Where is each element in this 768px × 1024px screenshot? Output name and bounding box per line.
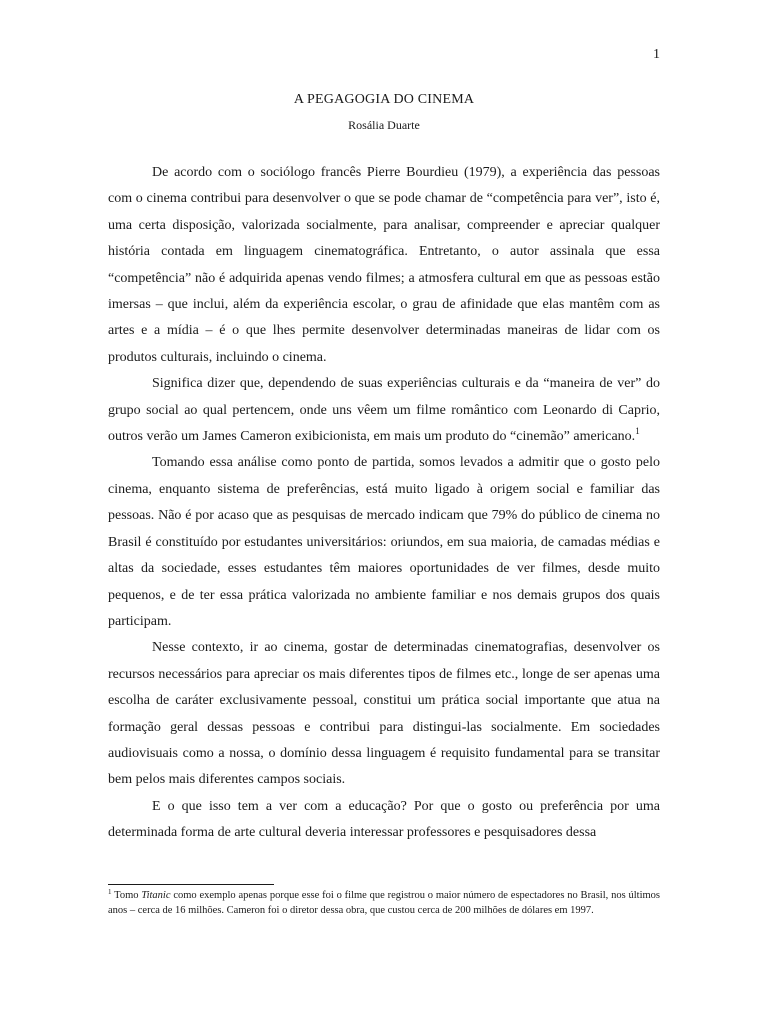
document-title: A PEGAGOGIA DO CINEMA <box>293 92 475 107</box>
paragraph-1-text: De acordo com o sociólogo francês Pierre Bourdieu (1979), a experiência das pessoas com o cinema contribui para desenvolver o que se pode chamar de “competência para ver”, isto é, uma certa disposição, valorizada socialmente, para analisar, compreender e apreciar qualquer história contada em linguagem cinematográfica. Entretanto, o autor assinala que essa “competência” não é adquirida apenas vendo filmes; a atmosfera cultural em que as pessoas estão imersas – que inclui, além da experiência escolar, o grau de afinidade que elas mantêm com as artes e a mídia – é o que lhes permite desenvolver determinadas maneiras de lidar com os produtos culturais, incluindo o cinema. <box>108 165 660 365</box>
paragraph-3 <box>108 450 660 635</box>
footnote-mark: 1 <box>108 888 112 896</box>
paragraph-2-text: Significa dizer que, dependendo de suas experiências culturais e da “maneira de ver” do grupo social ao qual pertencem, onde uns vêem um filme romântico com Leonardo di Caprio, outros verão um James Cameron exibicionista, em mais um produto do “cinemão” americano. <box>108 376 660 445</box>
footnote-text-start: Tomo <box>114 890 142 901</box>
paragraph-5 <box>108 794 660 847</box>
paragraph-4-text: Nesse contexto, ir ao cinema, gostar de determinadas cinematografias, desenvolver os recursos necessários para apreciar os mais diferentes tipos de filmes etc., longe de ser apenas uma escolha de caráter exclusivamente pessoal, constitui um prática social importante que atua na formação geral dessas pessoas e contribui para distingui-las socialmente. Em sociedades audiovisuais como a nossa, o domínio dessa linguagem é requisito fundamental para se transitar bem pelos mais diferentes campos sociais. <box>108 640 660 788</box>
footnote-separator <box>108 884 274 885</box>
footnote-film-title: Titanic <box>141 890 171 901</box>
paragraph-2 <box>108 371 660 450</box>
paragraph-3-text: Tomando essa análise como ponto de partida, somos levados a admitir que o gosto pelo cinema, enquanto sistema de preferências, está muito ligado à origem social e familiar das pessoas. Não é por acaso que as pesquisas de mercado indicam que 79% do público de cinema no Brasil é constituído por estudantes universitários: oriundos, em sua maioria, de camadas médias e altas da sociedade, esses estudantes têm maiores oportunidades de ver filmes, desde muito pequenos, e de ter essa prática valorizada no ambiente familiar e nos demais grupos dos quais participam. <box>108 455 660 629</box>
paragraph-1 <box>108 160 660 371</box>
author-name: Rosália Duarte <box>348 118 420 132</box>
footnote-ref-1: 1 <box>635 426 640 437</box>
paragraph-4 <box>108 635 660 793</box>
body-text <box>108 160 660 847</box>
footnote-1 <box>108 888 660 918</box>
page-number: 1 <box>653 47 660 62</box>
footnote-text-rest: como exemplo apenas porque esse foi o filme que registrou o maior número de espectadores no Brasil, nos últimos anos – cerca de 16 milhões. Cameron foi o diretor dessa obra, que custou cerca de 200 milhões de dólares em 1997. <box>108 890 660 916</box>
paragraph-5-text: E o que isso tem a ver com a educação? Por que o gosto ou preferência por uma determinada forma de arte cultural deveria interessar professores e pesquisadores dessa <box>108 798 660 841</box>
